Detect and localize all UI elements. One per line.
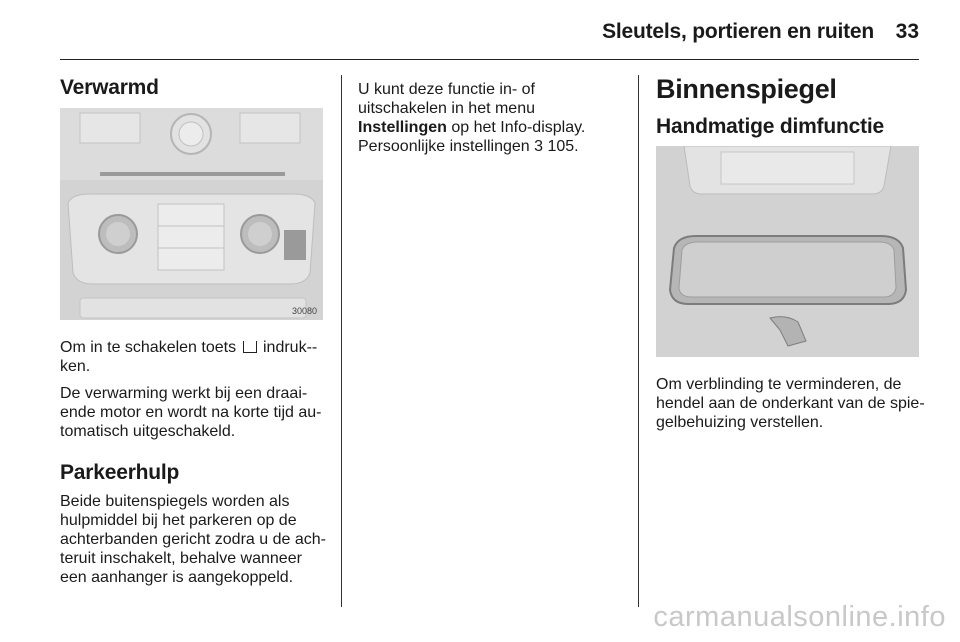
rear-view-mirror-illustration [656,146,919,357]
column-2 [358,80,626,156]
column-divider-1 [341,75,342,607]
column-1 [60,76,328,100]
text-settings-after: op het Info-display. Persoonlijke instellingen [358,119,586,155]
text-switch-on: Om in te schakelen toets [60,339,237,356]
header-rule [60,59,919,60]
column-3 [656,74,924,139]
section-heading-binnenspiegel: Binnenspiegel [656,74,837,104]
figure-number: 30080 [291,306,317,316]
paragraph-switch-on [60,338,330,376]
paragraph-parking-aid: Beide buitenspiegels worden als hulpmiddel bij het parkeren op de achterbanden gericht zodra u de achteruit inschakelt, behalve wanneer een aanhanger is aangekoppeld. [60,493,326,586]
paragraph-settings [358,80,626,156]
column-divider-2 [638,75,639,607]
heated-mirror-icon [243,341,257,353]
page-number: 33 [895,20,919,43]
column-1-body [60,338,330,587]
text-press: indruk-ken. [60,339,318,375]
paragraph-heating: De verwarming werkt bij een draaiende motor en wordt na korte tijd automatisch uitgeschakeld. [60,385,322,440]
subheading-dimfunctie: Handmatige dimfunctie [656,115,884,138]
footer-watermark: carmanualsonline.info [653,601,946,633]
header-title: Sleutels, portieren en ruiten [602,20,874,43]
menu-name: Instellingen [358,119,447,136]
rear-view-mirror-figure [656,146,919,357]
section-heading-verwarmd: Verwarmd [60,76,159,99]
page-reference: 105. [547,138,579,155]
column-3-body [656,375,926,432]
section-heading-parkeerhulp: Parkeerhulp [60,461,180,484]
page-reference-symbol: 3 [534,138,544,155]
heated-mirror-figure [60,108,323,320]
text-settings-before: U kunt deze functie in- of uitschakelen in het menu [358,81,535,117]
climate-control-panel-illustration [60,108,323,320]
paragraph-dimming: Om verblinding te verminderen, de hendel aan de onderkant van de spiegelbehuizing verstellen. [656,376,925,431]
